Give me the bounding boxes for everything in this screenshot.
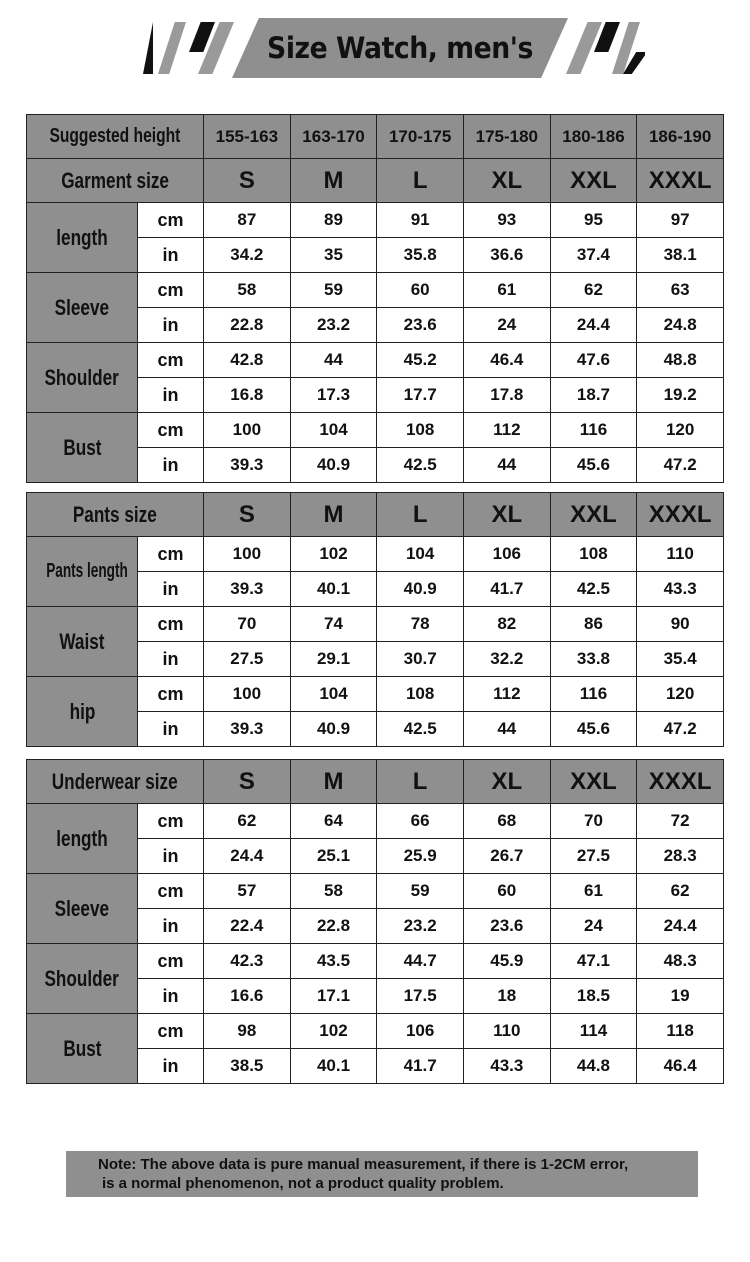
size-cell: XXL <box>550 760 637 804</box>
value-cell: 17.5 <box>377 979 464 1014</box>
value-cell: 59 <box>290 273 377 308</box>
value-cell: 44 <box>290 343 377 378</box>
value-cell: 42.5 <box>377 448 464 483</box>
value-cell: 58 <box>204 273 291 308</box>
value-cell: 106 <box>377 1014 464 1049</box>
value-cell: 25.1 <box>290 839 377 874</box>
value-cell: 62 <box>204 804 291 839</box>
size-cell: M <box>290 159 377 203</box>
value-cell: 24 <box>550 909 637 944</box>
value-cell: 42.5 <box>377 712 464 747</box>
size-cell: L <box>377 159 464 203</box>
value-cell: 44.8 <box>550 1049 637 1084</box>
unit-cm: cm <box>138 874 204 909</box>
value-cell: 19.2 <box>637 378 724 413</box>
value-cell: 42.3 <box>204 944 291 979</box>
left-stripe-decoration <box>143 22 153 74</box>
note-text <box>98 1155 628 1193</box>
suggested-height-label: Suggested height <box>27 115 204 159</box>
value-cell: 48.8 <box>637 343 724 378</box>
garment-size-label: Garment size <box>27 159 204 203</box>
value-cell: 112 <box>463 677 550 712</box>
value-cell: 116 <box>550 677 637 712</box>
value-cell: 47.1 <box>550 944 637 979</box>
left-stripe-decoration <box>158 22 186 74</box>
value-cell: 112 <box>463 413 550 448</box>
value-cell: 38.1 <box>637 238 724 273</box>
value-cell: 104 <box>377 537 464 572</box>
size-cell: M <box>290 760 377 804</box>
value-cell: 62 <box>550 273 637 308</box>
size-cell: S <box>204 493 291 537</box>
value-cell: 23.6 <box>463 909 550 944</box>
table-row <box>27 1014 724 1049</box>
unit-cm: cm <box>138 537 204 572</box>
size-cell: L <box>377 760 464 804</box>
size-cell: S <box>204 760 291 804</box>
value-cell: 78 <box>377 607 464 642</box>
value-cell: 16.8 <box>204 378 291 413</box>
row-label: Bust <box>27 1014 138 1084</box>
value-cell: 102 <box>290 537 377 572</box>
value-cell: 22.4 <box>204 909 291 944</box>
value-cell: 87 <box>204 203 291 238</box>
value-cell: 64 <box>290 804 377 839</box>
pants-size-label: Pants size <box>27 493 204 537</box>
pants-size-table <box>26 492 724 747</box>
value-cell: 40.1 <box>290 1049 377 1084</box>
value-cell: 70 <box>204 607 291 642</box>
value-cell: 108 <box>550 537 637 572</box>
unit-in: in <box>138 448 204 483</box>
value-cell: 110 <box>463 1014 550 1049</box>
value-cell: 63 <box>637 273 724 308</box>
unit-in: in <box>138 712 204 747</box>
unit-in: in <box>138 642 204 677</box>
table-row <box>27 493 724 537</box>
value-cell: 62 <box>637 874 724 909</box>
page-header <box>0 0 750 90</box>
value-cell: 30.7 <box>377 642 464 677</box>
value-cell: 110 <box>637 537 724 572</box>
value-cell: 120 <box>637 677 724 712</box>
value-cell: 60 <box>377 273 464 308</box>
value-cell: 42.5 <box>550 572 637 607</box>
unit-in: in <box>138 979 204 1014</box>
value-cell: 89 <box>290 203 377 238</box>
table-row <box>27 273 724 308</box>
value-cell: 43.3 <box>463 1049 550 1084</box>
row-label: Bust <box>27 413 138 483</box>
value-cell: 90 <box>637 607 724 642</box>
value-cell: 58 <box>290 874 377 909</box>
value-cell: 61 <box>463 273 550 308</box>
table-row <box>27 159 724 203</box>
value-cell: 100 <box>204 537 291 572</box>
table-row <box>27 413 724 448</box>
table-row <box>27 804 724 839</box>
value-cell: 39.3 <box>204 572 291 607</box>
value-cell: 47.2 <box>637 448 724 483</box>
value-cell: 66 <box>377 804 464 839</box>
value-cell: 28.3 <box>637 839 724 874</box>
unit-cm: cm <box>138 203 204 238</box>
value-cell: 40.9 <box>377 572 464 607</box>
unit-cm: cm <box>138 677 204 712</box>
value-cell: 40.9 <box>290 712 377 747</box>
value-cell: 22.8 <box>204 308 291 343</box>
value-cell: 27.5 <box>550 839 637 874</box>
value-cell: 40.1 <box>290 572 377 607</box>
row-label: Shoulder <box>27 343 138 413</box>
value-cell: 47.6 <box>550 343 637 378</box>
value-cell: 17.1 <box>290 979 377 1014</box>
row-label: length <box>27 203 138 273</box>
size-cell: M <box>290 493 377 537</box>
page-title: Size Watch, men's <box>267 31 533 65</box>
value-cell: 60 <box>463 874 550 909</box>
value-cell: 24.8 <box>637 308 724 343</box>
value-cell: 98 <box>204 1014 291 1049</box>
value-cell: 23.6 <box>377 308 464 343</box>
height-range: 170-175 <box>377 115 464 159</box>
value-cell: 47.2 <box>637 712 724 747</box>
value-cell: 59 <box>377 874 464 909</box>
value-cell: 48.3 <box>637 944 724 979</box>
value-cell: 108 <box>377 413 464 448</box>
value-cell: 35.8 <box>377 238 464 273</box>
value-cell: 100 <box>204 413 291 448</box>
value-cell: 39.3 <box>204 712 291 747</box>
unit-in: in <box>138 1049 204 1084</box>
size-cell: XXXL <box>637 493 724 537</box>
unit-in: in <box>138 238 204 273</box>
size-cell: S <box>204 159 291 203</box>
value-cell: 108 <box>377 677 464 712</box>
value-cell: 46.4 <box>463 343 550 378</box>
measurement-note <box>66 1151 698 1197</box>
underwear-size-table <box>26 759 724 1084</box>
table-row <box>27 343 724 378</box>
height-range: 180-186 <box>550 115 637 159</box>
value-cell: 106 <box>463 537 550 572</box>
row-label: length <box>27 804 138 874</box>
garment-size-table <box>26 114 724 483</box>
value-cell: 86 <box>550 607 637 642</box>
table-row <box>27 537 724 572</box>
value-cell: 17.3 <box>290 378 377 413</box>
row-label: Pants length <box>27 537 138 607</box>
unit-cm: cm <box>138 343 204 378</box>
row-label: Sleeve <box>27 273 138 343</box>
value-cell: 57 <box>204 874 291 909</box>
value-cell: 22.8 <box>290 909 377 944</box>
row-label: Waist <box>27 607 138 677</box>
value-cell: 24.4 <box>550 308 637 343</box>
value-cell: 45.9 <box>463 944 550 979</box>
unit-cm: cm <box>138 1014 204 1049</box>
value-cell: 100 <box>204 677 291 712</box>
value-cell: 118 <box>637 1014 724 1049</box>
unit-in: in <box>138 839 204 874</box>
value-cell: 18.5 <box>550 979 637 1014</box>
size-cell: XXL <box>550 159 637 203</box>
note-line: is a normal phenomenon, not a product quality problem. <box>102 1175 504 1192</box>
value-cell: 17.7 <box>377 378 464 413</box>
value-cell: 68 <box>463 804 550 839</box>
value-cell: 41.7 <box>377 1049 464 1084</box>
value-cell: 82 <box>463 607 550 642</box>
value-cell: 102 <box>290 1014 377 1049</box>
value-cell: 116 <box>550 413 637 448</box>
value-cell: 95 <box>550 203 637 238</box>
value-cell: 18.7 <box>550 378 637 413</box>
value-cell: 35 <box>290 238 377 273</box>
value-cell: 34.2 <box>204 238 291 273</box>
value-cell: 38.5 <box>204 1049 291 1084</box>
value-cell: 104 <box>290 413 377 448</box>
value-cell: 72 <box>637 804 724 839</box>
unit-in: in <box>138 909 204 944</box>
table-row <box>27 874 724 909</box>
value-cell: 27.5 <box>204 642 291 677</box>
unit-cm: cm <box>138 273 204 308</box>
table-row <box>27 677 724 712</box>
value-cell: 16.6 <box>204 979 291 1014</box>
value-cell: 45.6 <box>550 712 637 747</box>
value-cell: 45.6 <box>550 448 637 483</box>
size-cell: XXXL <box>637 760 724 804</box>
size-cell: L <box>377 493 464 537</box>
size-cell: XL <box>463 493 550 537</box>
value-cell: 120 <box>637 413 724 448</box>
value-cell: 32.2 <box>463 642 550 677</box>
value-cell: 18 <box>463 979 550 1014</box>
value-cell: 46.4 <box>637 1049 724 1084</box>
value-cell: 26.7 <box>463 839 550 874</box>
table-row <box>27 203 724 238</box>
unit-cm: cm <box>138 944 204 979</box>
value-cell: 104 <box>290 677 377 712</box>
value-cell: 19 <box>637 979 724 1014</box>
height-range: 175-180 <box>463 115 550 159</box>
height-range: 155-163 <box>204 115 291 159</box>
value-cell: 70 <box>550 804 637 839</box>
value-cell: 43.5 <box>290 944 377 979</box>
value-cell: 24.4 <box>204 839 291 874</box>
value-cell: 24.4 <box>637 909 724 944</box>
row-label: hip <box>27 677 138 747</box>
value-cell: 23.2 <box>290 308 377 343</box>
unit-cm: cm <box>138 413 204 448</box>
size-cell: XL <box>463 760 550 804</box>
unit-in: in <box>138 308 204 343</box>
size-cell: XXL <box>550 493 637 537</box>
underwear-size-label: Underwear size <box>27 760 204 804</box>
value-cell: 24 <box>463 308 550 343</box>
value-cell: 39.3 <box>204 448 291 483</box>
table-row <box>27 760 724 804</box>
value-cell: 97 <box>637 203 724 238</box>
value-cell: 29.1 <box>290 642 377 677</box>
unit-in: in <box>138 378 204 413</box>
value-cell: 91 <box>377 203 464 238</box>
value-cell: 17.8 <box>463 378 550 413</box>
unit-cm: cm <box>138 607 204 642</box>
unit-in: in <box>138 572 204 607</box>
row-label: Sleeve <box>27 874 138 944</box>
height-range: 163-170 <box>290 115 377 159</box>
table-row <box>27 944 724 979</box>
value-cell: 35.4 <box>637 642 724 677</box>
value-cell: 45.2 <box>377 343 464 378</box>
value-cell: 37.4 <box>550 238 637 273</box>
value-cell: 33.8 <box>550 642 637 677</box>
value-cell: 23.2 <box>377 909 464 944</box>
value-cell: 61 <box>550 874 637 909</box>
size-cell: XL <box>463 159 550 203</box>
value-cell: 44 <box>463 712 550 747</box>
value-cell: 41.7 <box>463 572 550 607</box>
note-line: Note: The above data is pure manual measurement, if there is 1-2CM error, <box>98 1156 629 1173</box>
value-cell: 40.9 <box>290 448 377 483</box>
value-cell: 36.6 <box>463 238 550 273</box>
height-range: 186-190 <box>637 115 724 159</box>
value-cell: 44 <box>463 448 550 483</box>
value-cell: 93 <box>463 203 550 238</box>
size-cell: XXXL <box>637 159 724 203</box>
value-cell: 44.7 <box>377 944 464 979</box>
value-cell: 114 <box>550 1014 637 1049</box>
value-cell: 25.9 <box>377 839 464 874</box>
table-row <box>27 607 724 642</box>
row-label: Shoulder <box>27 944 138 1014</box>
table-row <box>27 115 724 159</box>
unit-cm: cm <box>138 804 204 839</box>
value-cell: 43.3 <box>637 572 724 607</box>
value-cell: 74 <box>290 607 377 642</box>
value-cell: 42.8 <box>204 343 291 378</box>
